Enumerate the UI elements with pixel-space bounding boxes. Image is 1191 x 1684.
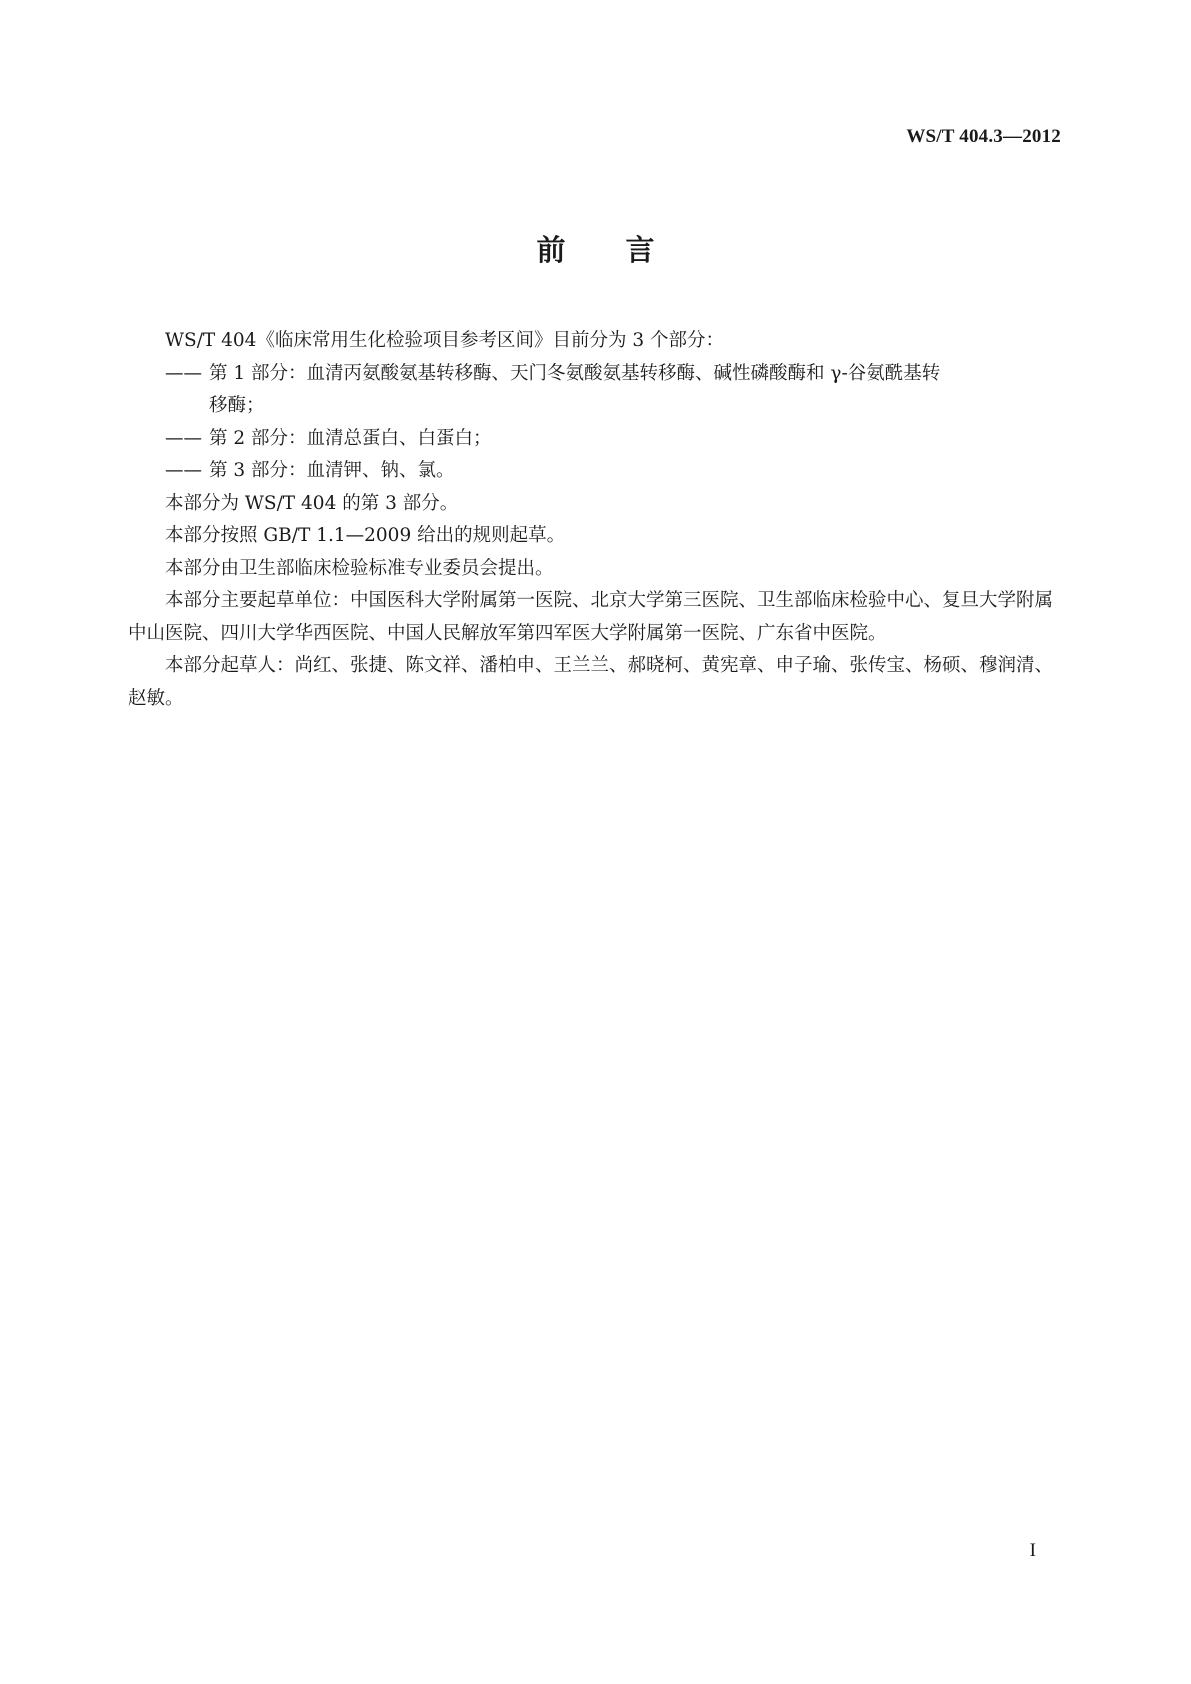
part-text: 第 2 部分：血清总蛋白、白蛋白；: [209, 427, 492, 449]
paragraph: 本部分为 WS/T 404 的第 3 部分。: [165, 492, 459, 514]
intro-paragraph: WS/T 404《临床常用生化检验项目参考区间》目前分为 3 个部分：: [165, 330, 724, 351]
part-text-continued: 移酶；: [209, 395, 265, 416]
part-item-2: [128, 423, 1064, 456]
part-text: 第 1 部分：血清丙氨酸氨基转移酶、天门冬氨酸氨基转移酶、碱性磷酸酶和 γ-谷氨酰基转: [209, 362, 941, 384]
part-item-3: [128, 455, 1064, 488]
page-number: I: [1029, 1540, 1036, 1561]
dash-marker: ——: [165, 460, 202, 481]
paragraph: 本部分由卫生部临床检验标准专业委员会提出。: [165, 557, 554, 579]
part-item-1: [128, 358, 1064, 423]
standard-code: WS/T 404.3—2012: [906, 126, 1061, 147]
part-text: 第 3 部分：血清钾、钠、氯。: [209, 460, 455, 481]
dash-marker: ——: [165, 362, 202, 384]
title-char-1: 前: [536, 233, 566, 267]
foreword-body: [128, 325, 1064, 715]
page-title: [0, 228, 1191, 269]
drafting-units-paragraph: 本部分主要起草单位：中国医科大学附属第一医院、北京大学第三医院、卫生部临床检验中心、复旦大学附属中山医院、四川大学华西医院、中国人民解放军第四军医大学附属第一医院、广东省中医院。: [128, 590, 1054, 644]
dash-marker: ——: [165, 427, 202, 449]
title-char-2: 言: [625, 233, 655, 267]
paragraph: 本部分按照 GB/T 1.1—2009 给出的规则起草。: [165, 525, 566, 546]
drafters-paragraph: 本部分起草人：尚红、张捷、陈文祥、潘柏申、王兰兰、郝晓柯、黄宪章、申子瑜、张传宝、杨硕、穆润清、赵敏。: [128, 655, 1054, 709]
